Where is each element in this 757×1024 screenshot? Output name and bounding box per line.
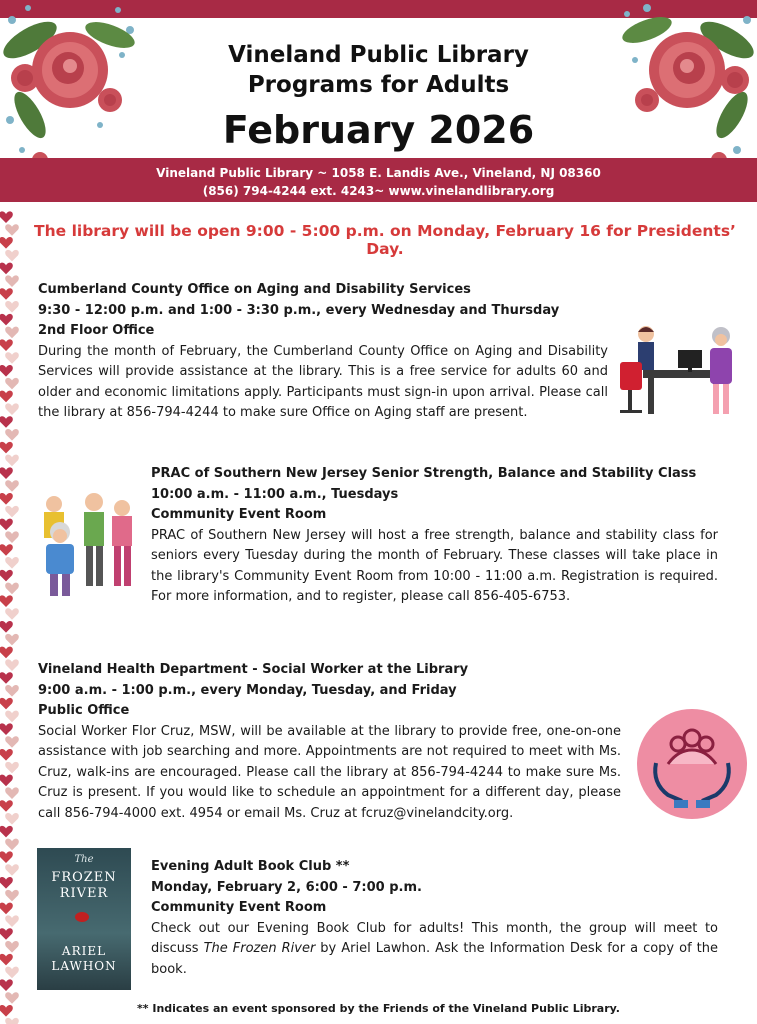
heart-shape: [0, 314, 13, 326]
heart-shape: [0, 442, 13, 454]
heart-shape: [5, 583, 19, 595]
page-subtitle: Programs for Adults: [247, 72, 510, 98]
library-name: Vineland Public Library: [228, 42, 529, 68]
heart-shape: [5, 864, 19, 876]
heart-shape: [5, 762, 19, 774]
heart-shape: [5, 455, 19, 467]
heart-shape: [0, 979, 13, 991]
heart-shape: [5, 531, 19, 543]
event-time: 9:00 a.m. - 1:00 p.m., every Monday, Tuesday, and Friday: [38, 682, 457, 698]
heart-shape: [0, 570, 13, 582]
heart-shape: [0, 698, 13, 710]
heart-shape: [5, 557, 19, 569]
heart-shape: [5, 685, 19, 697]
heart-shape: [0, 723, 13, 735]
event-title: PRAC of Southern New Jersey Senior Strength, Balance and Stability Class: [151, 466, 697, 481]
event-time: Monday, February 2, 6:00 - 7:00 p.m.: [151, 879, 422, 895]
event-social-worker: [38, 660, 621, 824]
event-title: Evening Adult Book Club **: [151, 859, 350, 874]
book-cover-author: ARIEL LAWHON: [51, 944, 117, 973]
heart-shape: [0, 775, 13, 787]
heart-shape: [5, 480, 19, 492]
event-time: 9:30 - 12:00 p.m. and 1:00 - 3:30 p.m., every Wednesday and Thursday: [38, 302, 560, 318]
event-title: Cumberland County Office on Aging and Disability Services: [38, 282, 471, 297]
heart-shape: [0, 288, 13, 300]
helping-hands-icon: [636, 708, 748, 820]
event-description: During the month of February, the Cumberland County Office on Aging and Disability Services will provide assistance at the library. This is a free service for adults 60 and older and economic limitations apply. Participants must sign-in upon arrival. Please call the library at 856-794-4244 to make sure Office on Aging staff are present.: [38, 343, 608, 420]
heart-shape: [5, 915, 19, 927]
heart-shape: [0, 672, 13, 684]
heart-shape: [0, 851, 13, 863]
book-cover-top-text: The: [74, 854, 94, 865]
event-location: Community Event Room: [151, 507, 327, 522]
event-location: Community Event Room: [151, 900, 327, 915]
heart-shape: [5, 890, 19, 902]
heart-shape: [5, 352, 19, 364]
heart-shape: [0, 595, 13, 607]
book-cover: [37, 848, 131, 990]
desc-text: Check out our Evening Book Club for adults! This month, the group will meet to discuss: [151, 920, 718, 956]
heart-shape: [0, 416, 13, 428]
event-location: Public Office: [38, 703, 130, 718]
heart-shape: [5, 1018, 19, 1024]
heart-shape: [5, 250, 19, 262]
heart-shape: [5, 301, 19, 313]
heart-shape: [0, 544, 13, 556]
address-line: Vineland Public Library ~ 1058 E. Landis Ave., Vineland, NJ 08360: [156, 166, 601, 180]
heart-shape: [5, 839, 19, 851]
desc-text: by Ariel Lawhon. Ask the Information Desk for a copy of the book.: [151, 941, 719, 977]
heart-shape: [0, 749, 13, 761]
event-description: Social Worker Flor Cruz, MSW, will be available at the library to provide free, one-on-one assistance with job searching and more. Appointments are not required to meet with Ms. Cruz, walk-ins are encouraged. Please call the library at 856-794-4244 to make sure Ms. Cruz is present. If you would like to schedule an appointment for a different day, please call 856-794-4000 ext. 4954 or email Ms. Cruz at fcruz@vinelandcity.org.: [38, 723, 621, 821]
cardinal-bird: [75, 912, 89, 922]
heart-shape: [5, 941, 19, 953]
heart-shape: [5, 403, 19, 415]
event-senior-strength-class: [151, 464, 718, 608]
heart-shape: [5, 787, 19, 799]
heart-shape: [5, 608, 19, 620]
event-description: PRAC of Southern New Jersey will host a free strength, balance and stability class for seniors every Tuesday during the month of February. These classes will take place in the library's Community Event Room from 10:00 - 11:00 a.m. Registration is required. For more information, and to register, please call 856-405-6753.: [151, 527, 718, 604]
event-title: Vineland Health Department - Social Worker at the Library: [38, 662, 469, 677]
heart-shape: [0, 954, 13, 966]
heart-shape: [5, 634, 19, 646]
heart-shape: [5, 378, 19, 390]
event-location: 2nd Floor Office: [38, 323, 155, 338]
heart-shape: [5, 506, 19, 518]
event-time: 10:00 a.m. - 11:00 a.m., Tuesdays: [151, 486, 399, 502]
heart-shape: [0, 800, 13, 812]
heart-shape: [0, 237, 13, 249]
heart-shape: [0, 826, 13, 838]
heart-shape: [5, 736, 19, 748]
heart-shape: [5, 659, 19, 671]
heart-shape: [5, 711, 19, 723]
event-book-club: [151, 857, 718, 980]
heart-shape: [5, 967, 19, 979]
book-title: The Frozen River: [203, 941, 316, 956]
heart-shape: [0, 621, 13, 633]
heart-shape: [5, 813, 19, 825]
footnote: ** Indicates an event sponsored by the Friends of the Vineland Public Library.: [137, 1002, 620, 1015]
holiday-notice: The library will be open 9:00 - 5:00 p.m. on Monday, February 16 for Presidents’ Day.: [34, 222, 736, 258]
heart-shape: [0, 391, 13, 403]
heart-shape: [0, 928, 13, 940]
heart-shape: [5, 224, 19, 236]
heart-border: [0, 205, 20, 1024]
event-office-on-aging: [38, 280, 608, 424]
heart-shape: [0, 877, 13, 889]
heart-shape: [0, 493, 13, 505]
heart-shape: [0, 263, 13, 275]
book-cover-title: FROZEN RIVER: [51, 870, 117, 901]
heart-shape: [0, 365, 13, 377]
heart-shape: [5, 275, 19, 287]
contact-line: (856) 794-4244 ext. 4243~ www.vinelandlibrary.org: [202, 184, 555, 198]
office-desk-illustration: [618, 322, 740, 420]
heart-shape: [0, 519, 13, 531]
heart-shape: [0, 903, 13, 915]
heart-shape: [5, 429, 19, 441]
heart-shape: [0, 467, 13, 479]
heart-shape: [0, 339, 13, 351]
heart-shape: [0, 211, 13, 223]
event-description: [151, 919, 718, 981]
page-title: February 2026: [222, 108, 535, 152]
heart-shape: [5, 327, 19, 339]
heart-shape: [0, 647, 13, 659]
seniors-exercise-illustration: [36, 490, 136, 600]
